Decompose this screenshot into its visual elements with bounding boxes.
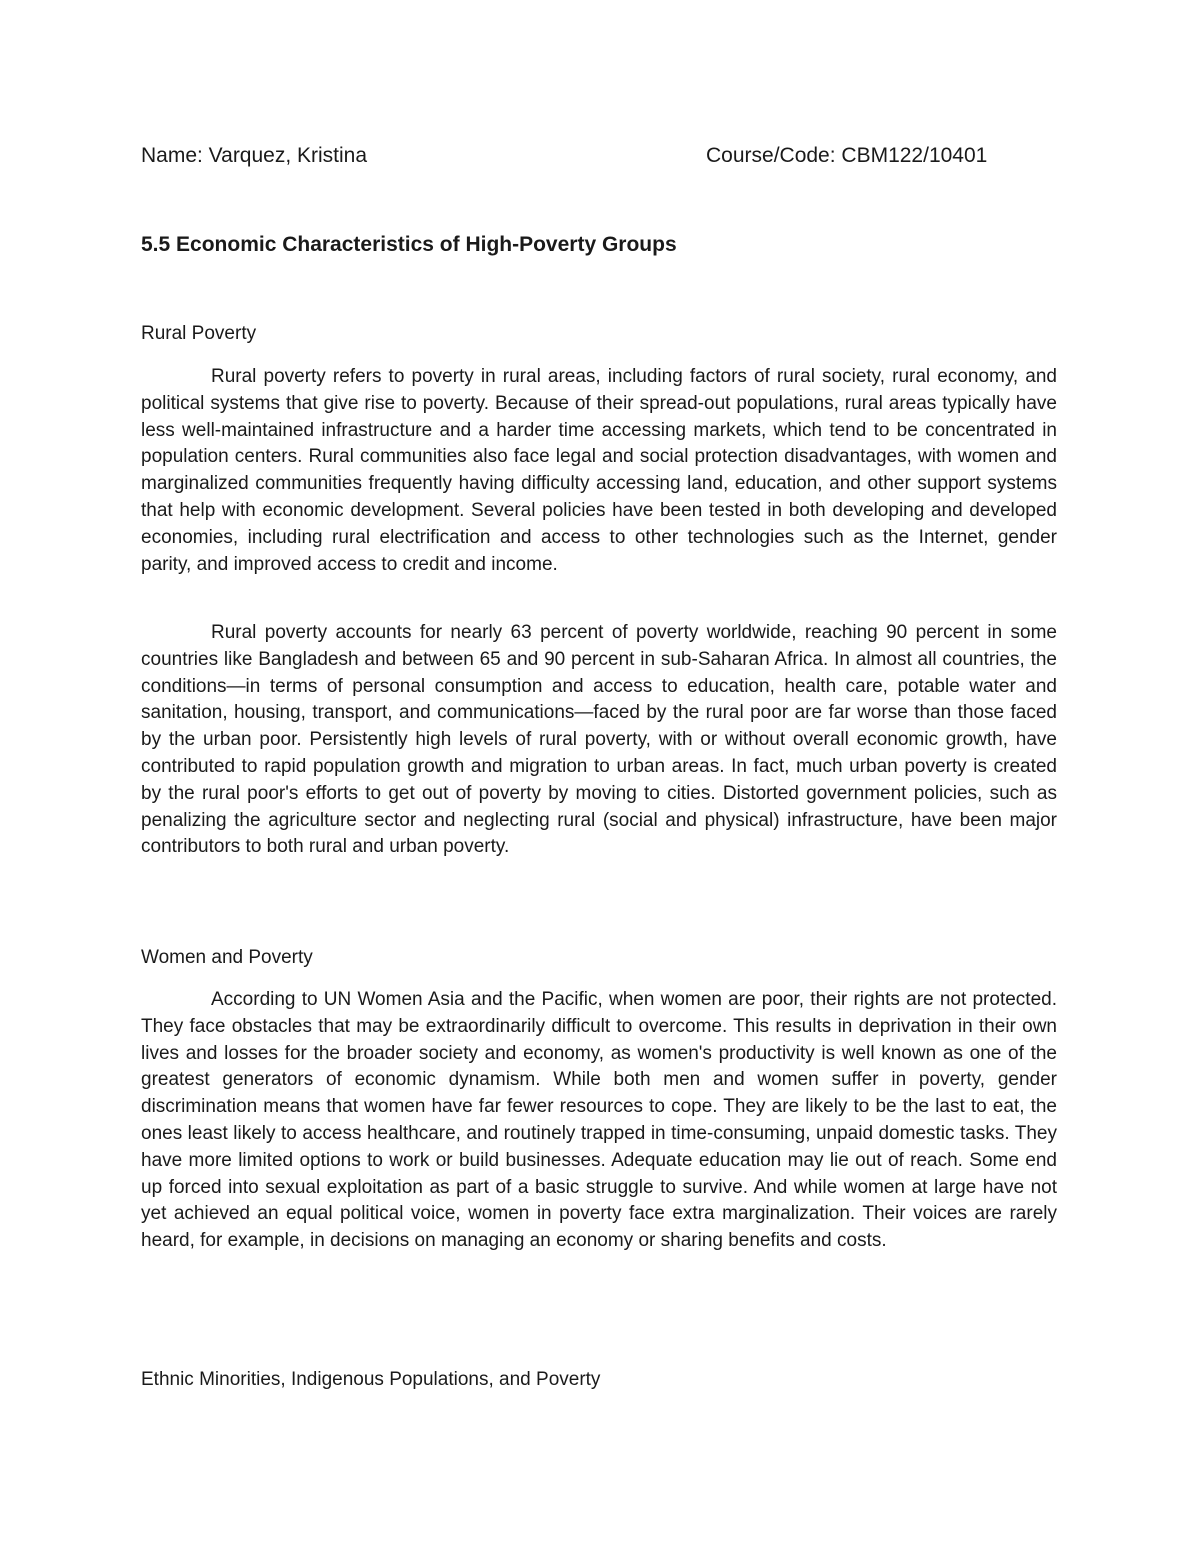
section-heading-women-poverty: Women and Poverty xyxy=(141,947,313,968)
course-code: Course/Code: CBM122/10401 xyxy=(706,144,988,167)
student-name: Name: Varquez, Kristina xyxy=(141,144,368,167)
section-heading-ethnic-minorities: Ethnic Minorities, Indigenous Populations, and Poverty xyxy=(141,1369,601,1390)
paragraph-women-1: According to UN Women Asia and the Pacific, when women are poor, their rights are not protected. They face obstacles that may be extraordinarily difficult to overcome. This results in deprivation in their own lives and losses for the broader society and economy, as women's productivity is well known as one of the greatest generators of economic dynamism. While both men and women suffer in poverty, gender discrimination means that women have far fewer resources to cope. They are likely to be the last to eat, the ones least likely to access healthcare, and routinely trapped in time-consuming, unpaid domestic tasks. They have more limited options to work or build businesses. Adequate education may lie out of reach. Some end up forced into sexual exploitation as part of a basic struggle to survive. And while women at large have not yet achieved an equal political voice, women in poverty face extra marginalization. Their voices are rarely heard, for example, in decisions on managing an economy or sharing benefits and costs. xyxy=(141,989,1057,1252)
paragraph-rural-1: Rural poverty refers to poverty in rural areas, including factors of rural society, rural economy, and political systems that give rise to poverty. Because of their spread-out populations, rural areas typically have less well-maintained infrastructure and a harder time accessing markets, which tend to be concentrated in population centers. Rural communities also face legal and social protection disadvantages, with women and marginalized communities frequently having difficulty accessing land, education, and other support systems that help with economic development. Several policies have been tested in both developing and developed economies, including rural electrification and access to other technologies such as the Internet, gender parity, and improved access to credit and income. xyxy=(141,366,1057,575)
document-title: 5.5 Economic Characteristics of High-Poverty Groups xyxy=(141,233,677,256)
section-heading-rural-poverty: Rural Poverty xyxy=(141,323,257,344)
paragraph-rural-2: Rural poverty accounts for nearly 63 percent of poverty worldwide, reaching 90 percent in some countries like Bangladesh and between 65 and 90 percent in sub-Saharan Africa. In almost all countries, the conditions—in terms of personal consumption and access to education, health care, potable water and sanitation, housing, transport, and communications—faced by the rural poor are far worse than those faced by the urban poor. Persistently high levels of rural poverty, with or without overall economic growth, have contributed to rapid population growth and migration to urban areas. In fact, much urban poverty is created by the rural poor's efforts to get out of poverty by moving to cities. Distorted government policies, such as penalizing the agriculture sector and neglecting rural (social and physical) infrastructure, have been major contributors to both rural and urban poverty. xyxy=(141,622,1057,858)
